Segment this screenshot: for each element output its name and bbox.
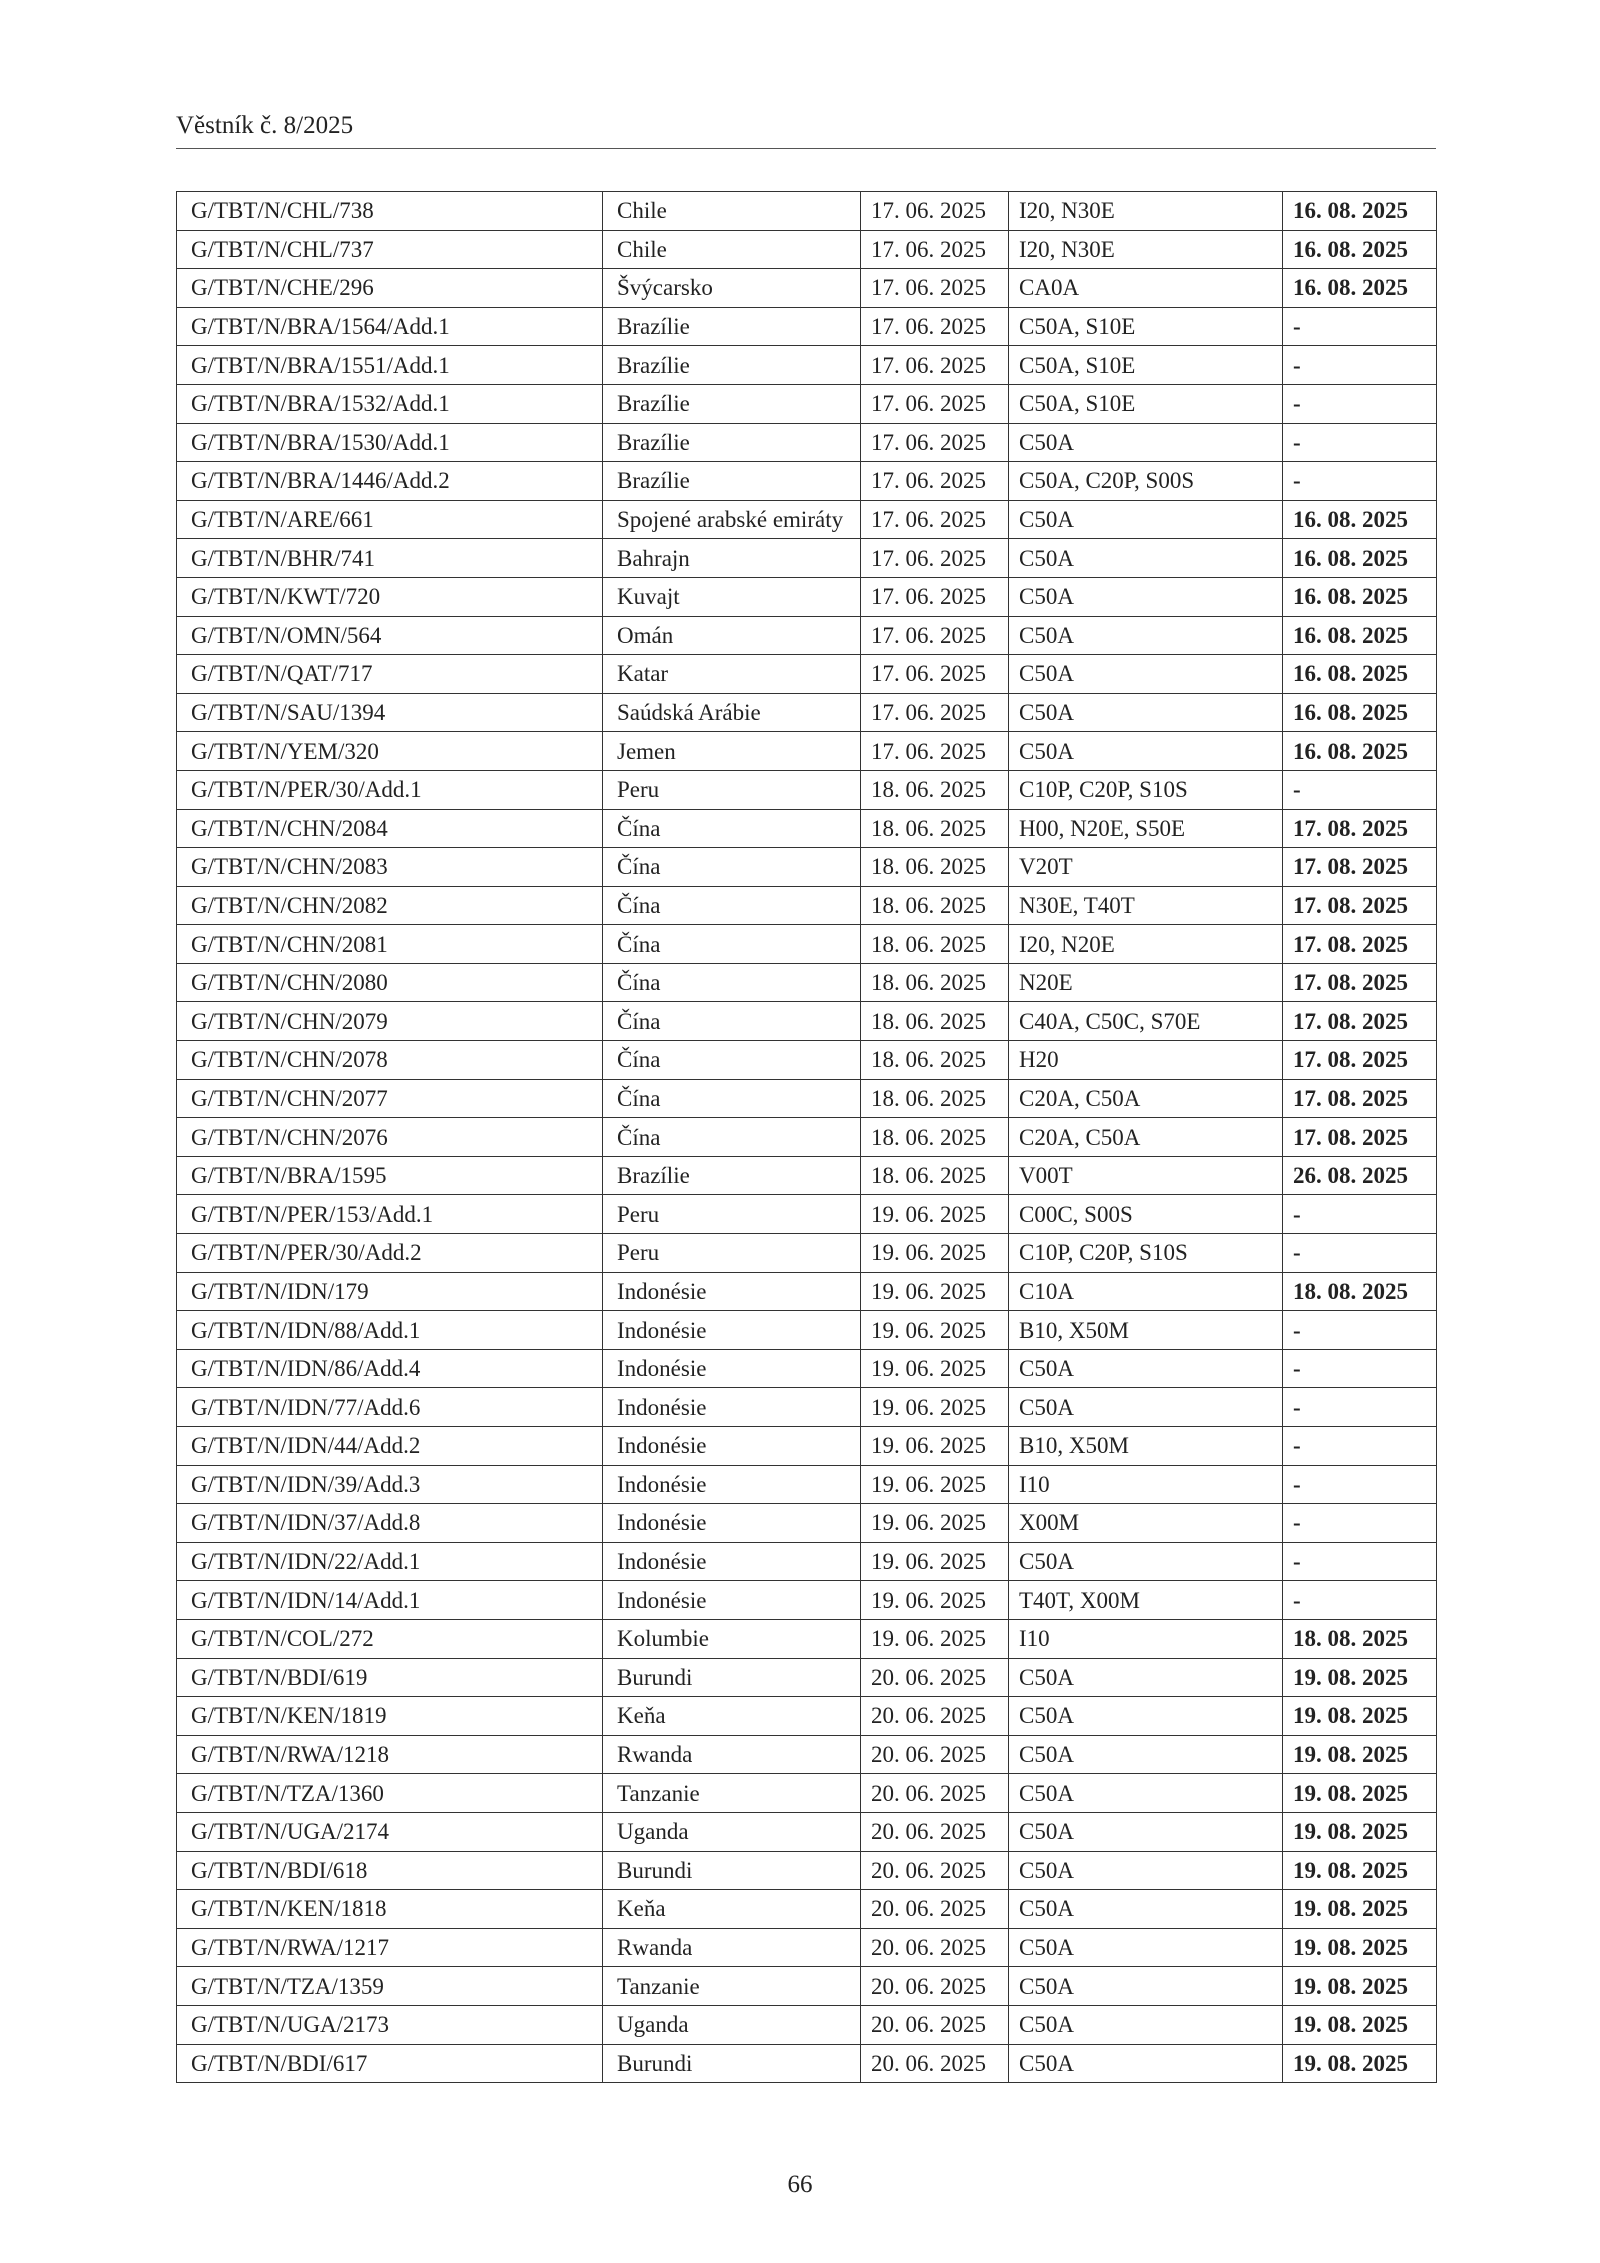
ics-code-cell: I20, N30E (1009, 230, 1283, 269)
ics-code-cell: C50A (1009, 1928, 1283, 1967)
country-cell: Brazílie (603, 423, 861, 462)
country-cell: Rwanda (603, 1928, 861, 1967)
ics-code-cell: C50A (1009, 1890, 1283, 1929)
notification-date-cell: 17. 06. 2025 (861, 500, 1009, 539)
notification-date-cell: 17. 06. 2025 (861, 462, 1009, 501)
notification-date-cell: 20. 06. 2025 (861, 2044, 1009, 2083)
country-cell: Chile (603, 230, 861, 269)
comment-deadline-cell: 17. 08. 2025 (1283, 963, 1437, 1002)
comment-deadline-cell: 19. 08. 2025 (1283, 1735, 1437, 1774)
country-cell: Čína (603, 925, 861, 964)
notification-date-cell: 20. 06. 2025 (861, 1812, 1009, 1851)
country-cell: Čína (603, 1002, 861, 1041)
comment-deadline-cell: - (1283, 1542, 1437, 1581)
notification-symbol-cell: G/TBT/N/BHR/741 (177, 539, 603, 578)
ics-code-cell: X00M (1009, 1504, 1283, 1543)
notification-symbol-cell: G/TBT/N/KEN/1819 (177, 1697, 603, 1736)
notification-date-cell: 17. 06. 2025 (861, 655, 1009, 694)
table-row (177, 1504, 1437, 1543)
country-cell: Jemen (603, 732, 861, 771)
ics-code-cell: N30E, T40T (1009, 886, 1283, 925)
notification-symbol-cell: G/TBT/N/IDN/14/Add.1 (177, 1581, 603, 1620)
table-row (177, 1156, 1437, 1195)
table-row (177, 307, 1437, 346)
comment-deadline-cell: 17. 08. 2025 (1283, 1118, 1437, 1157)
comment-deadline-cell: 17. 08. 2025 (1283, 886, 1437, 925)
notification-symbol-cell: G/TBT/N/CHN/2082 (177, 886, 603, 925)
ics-code-cell: I20, N30E (1009, 192, 1283, 231)
page-number: 66 (787, 2171, 813, 2198)
notification-date-cell: 19. 06. 2025 (861, 1581, 1009, 1620)
country-cell: Kuvajt (603, 577, 861, 616)
comment-deadline-cell: 19. 08. 2025 (1283, 1890, 1437, 1929)
comment-deadline-cell: 17. 08. 2025 (1283, 1041, 1437, 1080)
country-cell: Keňa (603, 1890, 861, 1929)
country-cell: Indonésie (603, 1272, 861, 1311)
notification-symbol-cell: G/TBT/N/OMN/564 (177, 616, 603, 655)
ics-code-cell: C50A, S10E (1009, 384, 1283, 423)
country-cell: Spojené arabské emiráty (603, 500, 861, 539)
notification-symbol-cell: G/TBT/N/IDN/77/Add.6 (177, 1388, 603, 1427)
notification-date-cell: 19. 06. 2025 (861, 1272, 1009, 1311)
ics-code-cell: C50A (1009, 616, 1283, 655)
table-row (177, 848, 1437, 887)
comment-deadline-cell: 16. 08. 2025 (1283, 539, 1437, 578)
table-row (177, 1658, 1437, 1697)
notification-symbol-cell: G/TBT/N/IDN/22/Add.1 (177, 1542, 603, 1581)
ics-code-cell: C50A (1009, 1349, 1283, 1388)
page-header: Věstník č. 8/2025 (176, 112, 1436, 149)
table-row (177, 1041, 1437, 1080)
notification-date-cell: 19. 06. 2025 (861, 1234, 1009, 1273)
notification-symbol-cell: G/TBT/N/IDN/37/Add.8 (177, 1504, 603, 1543)
ics-code-cell: C50A (1009, 2044, 1283, 2083)
notification-symbol-cell: G/TBT/N/CHN/2083 (177, 848, 603, 887)
table-row (177, 539, 1437, 578)
comment-deadline-cell: 16. 08. 2025 (1283, 693, 1437, 732)
ics-code-cell: C10P, C20P, S10S (1009, 770, 1283, 809)
table-row (177, 809, 1437, 848)
country-cell: Kolumbie (603, 1619, 861, 1658)
country-cell: Čína (603, 1041, 861, 1080)
notification-symbol-cell: G/TBT/N/CHN/2076 (177, 1118, 603, 1157)
comment-deadline-cell: 17. 08. 2025 (1283, 1002, 1437, 1041)
country-cell: Brazílie (603, 307, 861, 346)
notification-symbol-cell: G/TBT/N/CHN/2079 (177, 1002, 603, 1041)
notification-symbol-cell: G/TBT/N/UGA/2174 (177, 1812, 603, 1851)
notification-date-cell: 20. 06. 2025 (861, 1774, 1009, 1813)
country-cell: Indonésie (603, 1311, 861, 1350)
notification-symbol-cell: G/TBT/N/BDI/618 (177, 1851, 603, 1890)
table-row (177, 1812, 1437, 1851)
comment-deadline-cell: 19. 08. 2025 (1283, 1967, 1437, 2006)
notification-date-cell: 20. 06. 2025 (861, 1967, 1009, 2006)
ics-code-cell: C50A (1009, 423, 1283, 462)
ics-code-cell: C20A, C50A (1009, 1118, 1283, 1157)
comment-deadline-cell: - (1283, 1427, 1437, 1466)
notification-date-cell: 17. 06. 2025 (861, 192, 1009, 231)
notification-date-cell: 18. 06. 2025 (861, 886, 1009, 925)
table-row (177, 1272, 1437, 1311)
comment-deadline-cell: 16. 08. 2025 (1283, 655, 1437, 694)
notification-symbol-cell: G/TBT/N/BRA/1551/Add.1 (177, 346, 603, 385)
table-row (177, 1349, 1437, 1388)
notification-symbol-cell: G/TBT/N/PER/30/Add.2 (177, 1234, 603, 1273)
comment-deadline-cell: - (1283, 1234, 1437, 1273)
notification-date-cell: 20. 06. 2025 (861, 1890, 1009, 1929)
table-row (177, 1890, 1437, 1929)
table-row (177, 2044, 1437, 2083)
table-row (177, 1851, 1437, 1890)
notification-date-cell: 18. 06. 2025 (861, 1079, 1009, 1118)
table-row (177, 1311, 1437, 1350)
comment-deadline-cell: 26. 08. 2025 (1283, 1156, 1437, 1195)
ics-code-cell: C50A (1009, 1774, 1283, 1813)
notification-date-cell: 17. 06. 2025 (861, 616, 1009, 655)
comment-deadline-cell: 19. 08. 2025 (1283, 1812, 1437, 1851)
notification-date-cell: 19. 06. 2025 (861, 1311, 1009, 1350)
notification-symbol-cell: G/TBT/N/KEN/1818 (177, 1890, 603, 1929)
ics-code-cell: C10A (1009, 1272, 1283, 1311)
ics-code-cell: C50A (1009, 1658, 1283, 1697)
country-cell: Saúdská Arábie (603, 693, 861, 732)
table-row (177, 577, 1437, 616)
notification-date-cell: 17. 06. 2025 (861, 346, 1009, 385)
table-row (177, 1002, 1437, 1041)
table-row (177, 1465, 1437, 1504)
table-row (177, 732, 1437, 771)
comment-deadline-cell: - (1283, 423, 1437, 462)
notification-symbol-cell: G/TBT/N/IDN/44/Add.2 (177, 1427, 603, 1466)
notification-symbol-cell: G/TBT/N/CHN/2081 (177, 925, 603, 964)
comment-deadline-cell: 16. 08. 2025 (1283, 577, 1437, 616)
notification-symbol-cell: G/TBT/N/IDN/88/Add.1 (177, 1311, 603, 1350)
comment-deadline-cell: - (1283, 1465, 1437, 1504)
country-cell: Omán (603, 616, 861, 655)
notification-date-cell: 20. 06. 2025 (861, 1851, 1009, 1890)
country-cell: Katar (603, 655, 861, 694)
ics-code-cell: C50A (1009, 577, 1283, 616)
ics-code-cell: C50A (1009, 2005, 1283, 2044)
comment-deadline-cell: 16. 08. 2025 (1283, 616, 1437, 655)
comment-deadline-cell: 16. 08. 2025 (1283, 269, 1437, 308)
table-row (177, 1928, 1437, 1967)
ics-code-cell: B10, X50M (1009, 1427, 1283, 1466)
notification-symbol-cell: G/TBT/N/YEM/320 (177, 732, 603, 771)
table-row (177, 1388, 1437, 1427)
table-row (177, 346, 1437, 385)
country-cell: Burundi (603, 1658, 861, 1697)
comment-deadline-cell: 19. 08. 2025 (1283, 1928, 1437, 1967)
notification-symbol-cell: G/TBT/N/ARE/661 (177, 500, 603, 539)
country-cell: Keňa (603, 1697, 861, 1736)
notification-symbol-cell: G/TBT/N/BRA/1595 (177, 1156, 603, 1195)
ics-code-cell: V20T (1009, 848, 1283, 887)
table-row (177, 423, 1437, 462)
notification-date-cell: 19. 06. 2025 (861, 1388, 1009, 1427)
country-cell: Chile (603, 192, 861, 231)
notification-symbol-cell: G/TBT/N/PER/30/Add.1 (177, 770, 603, 809)
table-row (177, 1079, 1437, 1118)
table-row (177, 1195, 1437, 1234)
notification-date-cell: 18. 06. 2025 (861, 963, 1009, 1002)
comment-deadline-cell: 19. 08. 2025 (1283, 2044, 1437, 2083)
notification-symbol-cell: G/TBT/N/BDI/619 (177, 1658, 603, 1697)
notification-date-cell: 17. 06. 2025 (861, 539, 1009, 578)
notification-date-cell: 20. 06. 2025 (861, 1928, 1009, 1967)
country-cell: Čína (603, 809, 861, 848)
table-row (177, 1234, 1437, 1273)
country-cell: Čína (603, 848, 861, 887)
notification-date-cell: 19. 06. 2025 (861, 1427, 1009, 1466)
notification-date-cell: 18. 06. 2025 (861, 848, 1009, 887)
notification-date-cell: 19. 06. 2025 (861, 1619, 1009, 1658)
country-cell: Čína (603, 963, 861, 1002)
country-cell: Indonésie (603, 1542, 861, 1581)
table-row (177, 693, 1437, 732)
notification-symbol-cell: G/TBT/N/BRA/1530/Add.1 (177, 423, 603, 462)
table-row (177, 770, 1437, 809)
country-cell: Uganda (603, 1812, 861, 1851)
ics-code-cell: B10, X50M (1009, 1311, 1283, 1350)
ics-code-cell: C50A (1009, 1851, 1283, 1890)
table-row (177, 616, 1437, 655)
table-row (177, 269, 1437, 308)
table-row (177, 500, 1437, 539)
ics-code-cell: N20E (1009, 963, 1283, 1002)
notification-date-cell: 18. 06. 2025 (861, 925, 1009, 964)
country-cell: Čína (603, 1079, 861, 1118)
notification-date-cell: 19. 06. 2025 (861, 1349, 1009, 1388)
notification-date-cell: 17. 06. 2025 (861, 230, 1009, 269)
table-row (177, 1427, 1437, 1466)
notification-symbol-cell: G/TBT/N/BRA/1564/Add.1 (177, 307, 603, 346)
ics-code-cell: I10 (1009, 1465, 1283, 1504)
table-row (177, 1774, 1437, 1813)
notification-symbol-cell: G/TBT/N/IDN/86/Add.4 (177, 1349, 603, 1388)
comment-deadline-cell: 17. 08. 2025 (1283, 848, 1437, 887)
notification-date-cell: 17. 06. 2025 (861, 384, 1009, 423)
comment-deadline-cell: 19. 08. 2025 (1283, 1774, 1437, 1813)
comment-deadline-cell: - (1283, 462, 1437, 501)
comment-deadline-cell: - (1283, 770, 1437, 809)
ics-code-cell: C50A (1009, 1735, 1283, 1774)
table-row (177, 230, 1437, 269)
ics-code-cell: C50A (1009, 1388, 1283, 1427)
notification-date-cell: 18. 06. 2025 (861, 1002, 1009, 1041)
ics-code-cell: C50A (1009, 539, 1283, 578)
notification-symbol-cell: G/TBT/N/RWA/1218 (177, 1735, 603, 1774)
country-cell: Indonésie (603, 1388, 861, 1427)
notification-date-cell: 19. 06. 2025 (861, 1195, 1009, 1234)
country-cell: Indonésie (603, 1427, 861, 1466)
notification-symbol-cell: G/TBT/N/BRA/1532/Add.1 (177, 384, 603, 423)
comment-deadline-cell: - (1283, 384, 1437, 423)
table-row (177, 1697, 1437, 1736)
comment-deadline-cell: 19. 08. 2025 (1283, 2005, 1437, 2044)
ics-code-cell: C50A (1009, 1542, 1283, 1581)
notification-date-cell: 17. 06. 2025 (861, 693, 1009, 732)
comment-deadline-cell: 19. 08. 2025 (1283, 1851, 1437, 1890)
ics-code-cell: C00C, S00S (1009, 1195, 1283, 1234)
ics-code-cell: C40A, C50C, S70E (1009, 1002, 1283, 1041)
ics-code-cell: C50A (1009, 1812, 1283, 1851)
country-cell: Tanzanie (603, 1774, 861, 1813)
country-cell: Indonésie (603, 1581, 861, 1620)
comment-deadline-cell: - (1283, 1504, 1437, 1543)
notification-date-cell: 20. 06. 2025 (861, 2005, 1009, 2044)
ics-code-cell: C50A (1009, 655, 1283, 694)
table-row (177, 462, 1437, 501)
notification-symbol-cell: G/TBT/N/SAU/1394 (177, 693, 603, 732)
notification-symbol-cell: G/TBT/N/UGA/2173 (177, 2005, 603, 2044)
table-row (177, 1118, 1437, 1157)
country-cell: Indonésie (603, 1349, 861, 1388)
country-cell: Brazílie (603, 346, 861, 385)
table-row (177, 2005, 1437, 2044)
table-row (177, 655, 1437, 694)
table-row (177, 1619, 1437, 1658)
country-cell: Indonésie (603, 1465, 861, 1504)
notification-date-cell: 20. 06. 2025 (861, 1735, 1009, 1774)
comment-deadline-cell: 19. 08. 2025 (1283, 1697, 1437, 1736)
table-row (177, 1967, 1437, 2006)
comment-deadline-cell: 17. 08. 2025 (1283, 809, 1437, 848)
country-cell: Rwanda (603, 1735, 861, 1774)
ics-code-cell: I20, N20E (1009, 925, 1283, 964)
notification-symbol-cell: G/TBT/N/CHN/2078 (177, 1041, 603, 1080)
notification-date-cell: 19. 06. 2025 (861, 1504, 1009, 1543)
notification-symbol-cell: G/TBT/N/CHE/296 (177, 269, 603, 308)
notification-symbol-cell: G/TBT/N/IDN/39/Add.3 (177, 1465, 603, 1504)
country-cell: Uganda (603, 2005, 861, 2044)
notification-date-cell: 18. 06. 2025 (861, 1118, 1009, 1157)
notification-date-cell: 18. 06. 2025 (861, 809, 1009, 848)
comment-deadline-cell: 16. 08. 2025 (1283, 500, 1437, 539)
notification-symbol-cell: G/TBT/N/CHL/738 (177, 192, 603, 231)
comment-deadline-cell: 16. 08. 2025 (1283, 732, 1437, 771)
notification-table-body (177, 192, 1437, 2083)
notification-date-cell: 17. 06. 2025 (861, 732, 1009, 771)
country-cell: Peru (603, 1195, 861, 1234)
ics-code-cell: C10P, C20P, S10S (1009, 1234, 1283, 1273)
country-cell: Peru (603, 770, 861, 809)
notification-symbol-cell: G/TBT/N/QAT/717 (177, 655, 603, 694)
notification-symbol-cell: G/TBT/N/TZA/1360 (177, 1774, 603, 1813)
country-cell: Tanzanie (603, 1967, 861, 2006)
comment-deadline-cell: 19. 08. 2025 (1283, 1658, 1437, 1697)
notification-date-cell: 19. 06. 2025 (861, 1465, 1009, 1504)
notification-date-cell: 18. 06. 2025 (861, 1156, 1009, 1195)
ics-code-cell: C50A (1009, 693, 1283, 732)
ics-code-cell: I10 (1009, 1619, 1283, 1658)
notification-symbol-cell: G/TBT/N/CHN/2077 (177, 1079, 603, 1118)
notification-symbol-cell: G/TBT/N/BDI/617 (177, 2044, 603, 2083)
notification-symbol-cell: G/TBT/N/CHN/2080 (177, 963, 603, 1002)
comment-deadline-cell: 16. 08. 2025 (1283, 230, 1437, 269)
table-row (177, 886, 1437, 925)
comment-deadline-cell: 17. 08. 2025 (1283, 925, 1437, 964)
comment-deadline-cell: 16. 08. 2025 (1283, 192, 1437, 231)
notification-date-cell: 20. 06. 2025 (861, 1697, 1009, 1736)
table-row (177, 1542, 1437, 1581)
ics-code-cell: C50A, S10E (1009, 346, 1283, 385)
notification-symbol-cell: G/TBT/N/COL/272 (177, 1619, 603, 1658)
comment-deadline-cell: - (1283, 346, 1437, 385)
notification-date-cell: 17. 06. 2025 (861, 307, 1009, 346)
ics-code-cell: C50A, C20P, S00S (1009, 462, 1283, 501)
country-cell: Čína (603, 1118, 861, 1157)
table-row (177, 192, 1437, 231)
country-cell: Brazílie (603, 1156, 861, 1195)
comment-deadline-cell: 18. 08. 2025 (1283, 1272, 1437, 1311)
ics-code-cell: V00T (1009, 1156, 1283, 1195)
table-row (177, 1735, 1437, 1774)
comment-deadline-cell: 18. 08. 2025 (1283, 1619, 1437, 1658)
ics-code-cell: C50A (1009, 732, 1283, 771)
notification-symbol-cell: G/TBT/N/RWA/1217 (177, 1928, 603, 1967)
table-row (177, 963, 1437, 1002)
comment-deadline-cell: - (1283, 1388, 1437, 1427)
table-row (177, 384, 1437, 423)
comment-deadline-cell: - (1283, 1311, 1437, 1350)
notification-date-cell: 17. 06. 2025 (861, 269, 1009, 308)
country-cell: Čína (603, 886, 861, 925)
ics-code-cell: C50A (1009, 1697, 1283, 1736)
ics-code-cell: T40T, X00M (1009, 1581, 1283, 1620)
comment-deadline-cell: - (1283, 1349, 1437, 1388)
notification-table (176, 191, 1437, 2083)
notification-symbol-cell: G/TBT/N/IDN/179 (177, 1272, 603, 1311)
country-cell: Peru (603, 1234, 861, 1273)
notification-symbol-cell: G/TBT/N/PER/153/Add.1 (177, 1195, 603, 1234)
country-cell: Bahrajn (603, 539, 861, 578)
country-cell: Burundi (603, 1851, 861, 1890)
table-row (177, 1581, 1437, 1620)
notification-symbol-cell: G/TBT/N/BRA/1446/Add.2 (177, 462, 603, 501)
ics-code-cell: H00, N20E, S50E (1009, 809, 1283, 848)
notification-symbol-cell: G/TBT/N/CHL/737 (177, 230, 603, 269)
notification-date-cell: 17. 06. 2025 (861, 577, 1009, 616)
country-cell: Indonésie (603, 1504, 861, 1543)
notification-date-cell: 20. 06. 2025 (861, 1658, 1009, 1697)
ics-code-cell: C50A, S10E (1009, 307, 1283, 346)
country-cell: Brazílie (603, 462, 861, 501)
notification-symbol-cell: G/TBT/N/TZA/1359 (177, 1967, 603, 2006)
notification-date-cell: 17. 06. 2025 (861, 423, 1009, 462)
notification-date-cell: 18. 06. 2025 (861, 1041, 1009, 1080)
comment-deadline-cell: - (1283, 1195, 1437, 1234)
country-cell: Švýcarsko (603, 269, 861, 308)
ics-code-cell: C50A (1009, 1967, 1283, 2006)
notification-symbol-cell: G/TBT/N/CHN/2084 (177, 809, 603, 848)
comment-deadline-cell: - (1283, 307, 1437, 346)
comment-deadline-cell: 17. 08. 2025 (1283, 1079, 1437, 1118)
notification-date-cell: 18. 06. 2025 (861, 770, 1009, 809)
notification-date-cell: 19. 06. 2025 (861, 1542, 1009, 1581)
ics-code-cell: C20A, C50A (1009, 1079, 1283, 1118)
comment-deadline-cell: - (1283, 1581, 1437, 1620)
ics-code-cell: H20 (1009, 1041, 1283, 1080)
country-cell: Brazílie (603, 384, 861, 423)
notification-symbol-cell: G/TBT/N/KWT/720 (177, 577, 603, 616)
country-cell: Burundi (603, 2044, 861, 2083)
ics-code-cell: CA0A (1009, 269, 1283, 308)
table-row (177, 925, 1437, 964)
ics-code-cell: C50A (1009, 500, 1283, 539)
